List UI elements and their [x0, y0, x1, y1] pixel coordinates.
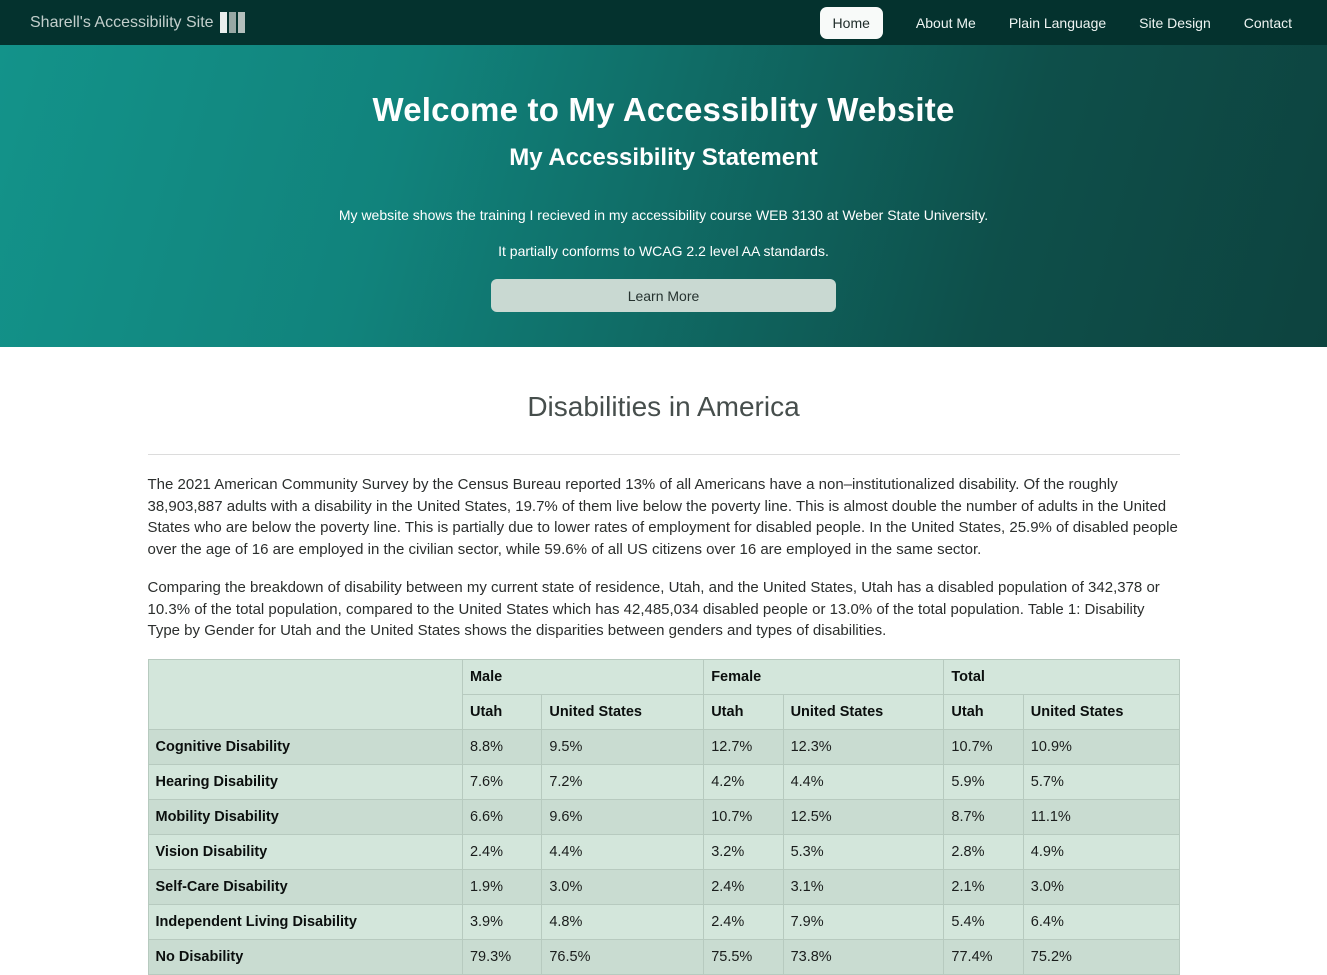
- data-cell: 77.4%: [944, 939, 1023, 974]
- data-cell: 10.7%: [944, 729, 1023, 764]
- row-label: No Disability: [148, 939, 462, 974]
- data-cell: 5.4%: [944, 904, 1023, 939]
- data-cell: 4.8%: [542, 904, 704, 939]
- data-cell: 10.9%: [1023, 729, 1179, 764]
- row-label: Independent Living Disability: [148, 904, 462, 939]
- table-row: [148, 869, 1179, 904]
- group-header-male: Male: [462, 659, 703, 694]
- paragraph-utah-comparison: Comparing the breakdown of disability between my current state of residence, Utah, and the United States, Utah has a disabled population of 342,378 or 10.3% of the total population, compared to the United States which has 42,485,034 disabled people or 13.0% of the total population. Table 1: Disability Type by Gender for Utah and the United States shows the disparities between genders and types of disabilities.: [147, 579, 1160, 639]
- data-cell: 6.6%: [462, 799, 541, 834]
- data-cell: 2.4%: [704, 904, 783, 939]
- learn-more-button[interactable]: Learn More: [491, 279, 836, 312]
- sub-header-us-female: United States: [783, 694, 944, 729]
- data-cell: 3.2%: [704, 834, 783, 869]
- table-group-header-row: [148, 659, 1179, 694]
- data-cell: 8.7%: [944, 799, 1023, 834]
- data-cell: 9.5%: [542, 729, 704, 764]
- hero-title: Welcome to My Accessiblity Website: [372, 91, 955, 128]
- data-cell: 5.3%: [783, 834, 944, 869]
- row-label: Self-Care Disability: [148, 869, 462, 904]
- nav-link-about-me[interactable]: About Me: [915, 14, 976, 31]
- nav-link-plain-language[interactable]: Plain Language: [1008, 14, 1107, 31]
- hero-subtitle: My Accessibility Statement: [509, 144, 818, 171]
- data-cell: 1.9%: [462, 869, 541, 904]
- data-cell: 4.2%: [704, 764, 783, 799]
- hero-section: [0, 45, 1327, 347]
- data-cell: 6.4%: [1023, 904, 1179, 939]
- data-cell: 3.9%: [462, 904, 541, 939]
- data-cell: 75.2%: [1023, 939, 1179, 974]
- hero-intro-text: My website shows the training I recieved in my accessibility course WEB 3130 at Weber State University.: [338, 207, 989, 223]
- sub-header-utah-total: Utah: [944, 694, 1023, 729]
- nav-link-home[interactable]: Home: [820, 7, 883, 39]
- data-cell: 11.1%: [1023, 799, 1179, 834]
- data-cell: 10.7%: [704, 799, 783, 834]
- data-cell: 75.5%: [704, 939, 783, 974]
- sub-header-us-total: United States: [1023, 694, 1179, 729]
- data-cell: 9.6%: [542, 799, 704, 834]
- divider: [148, 454, 1180, 455]
- data-cell: 4.4%: [542, 834, 704, 869]
- table-row: [148, 799, 1179, 834]
- content-container: [148, 391, 1180, 975]
- nav-link-contact[interactable]: Contact: [1243, 14, 1292, 31]
- paragraph-census-stats: The 2021 American Community Survey by the Census Bureau reported 13% of all Americans have a non–institutionalized disability. Of the roughly 38,903,887 adults with a disability in the United States, 19.7% of them live below the poverty line. This is almost double the number of adults in the United States who are below the poverty line. This is partially due to lower rates of employment for disabled people. In the United States, 25.9% of disabled people over the age of 16 are employed in the civilian sector, while 59.6% of all US citizens over 16 are employed in the same sector.: [147, 476, 1178, 558]
- data-cell: 2.4%: [462, 834, 541, 869]
- table-row: [148, 764, 1179, 799]
- data-cell: 12.3%: [783, 729, 944, 764]
- row-label: Cognitive Disability: [148, 729, 462, 764]
- data-cell: 4.9%: [1023, 834, 1179, 869]
- disability-table: [148, 659, 1180, 975]
- brand[interactable]: [30, 12, 245, 33]
- data-cell: 4.4%: [783, 764, 944, 799]
- data-cell: 2.8%: [944, 834, 1023, 869]
- navbar: [0, 0, 1327, 45]
- row-label: Hearing Disability: [148, 764, 462, 799]
- nav-link-site-design[interactable]: Site Design: [1139, 14, 1211, 31]
- data-cell: 3.1%: [783, 869, 944, 904]
- main-content: [0, 391, 1327, 975]
- data-cell: 3.0%: [542, 869, 704, 904]
- data-cell: 8.8%: [462, 729, 541, 764]
- data-cell: 5.7%: [1023, 764, 1179, 799]
- hero-conformance-text: It partially conforms to WCAG 2.2 level AA standards.: [498, 243, 829, 259]
- data-cell: 2.4%: [704, 869, 783, 904]
- table-corner-cell: [148, 659, 462, 729]
- data-cell: 73.8%: [783, 939, 944, 974]
- sub-header-utah-female: Utah: [704, 694, 783, 729]
- data-cell: 5.9%: [944, 764, 1023, 799]
- data-cell: 2.1%: [944, 869, 1023, 904]
- data-cell: 7.2%: [542, 764, 704, 799]
- data-cell: 7.6%: [462, 764, 541, 799]
- sub-header-utah-male: Utah: [462, 694, 541, 729]
- group-header-total: Total: [944, 659, 1179, 694]
- nav-links: [820, 7, 1292, 39]
- row-label: Mobility Disability: [148, 799, 462, 834]
- table-row: [148, 834, 1179, 869]
- group-header-female: Female: [704, 659, 944, 694]
- data-cell: 79.3%: [462, 939, 541, 974]
- data-cell: 3.0%: [1023, 869, 1179, 904]
- brand-logo-bars-icon: [220, 12, 245, 33]
- row-label: Vision Disability: [148, 834, 462, 869]
- data-cell: 7.9%: [783, 904, 944, 939]
- table-row: [148, 904, 1179, 939]
- table-row: [148, 729, 1179, 764]
- sub-header-us-male: United States: [542, 694, 704, 729]
- data-cell: 12.5%: [783, 799, 944, 834]
- table-row: [148, 939, 1179, 974]
- data-cell: 12.7%: [704, 729, 783, 764]
- data-cell: 76.5%: [542, 939, 704, 974]
- section-heading: Disabilities in America: [527, 391, 800, 422]
- brand-label: Sharell's Accessibility Site: [30, 13, 214, 31]
